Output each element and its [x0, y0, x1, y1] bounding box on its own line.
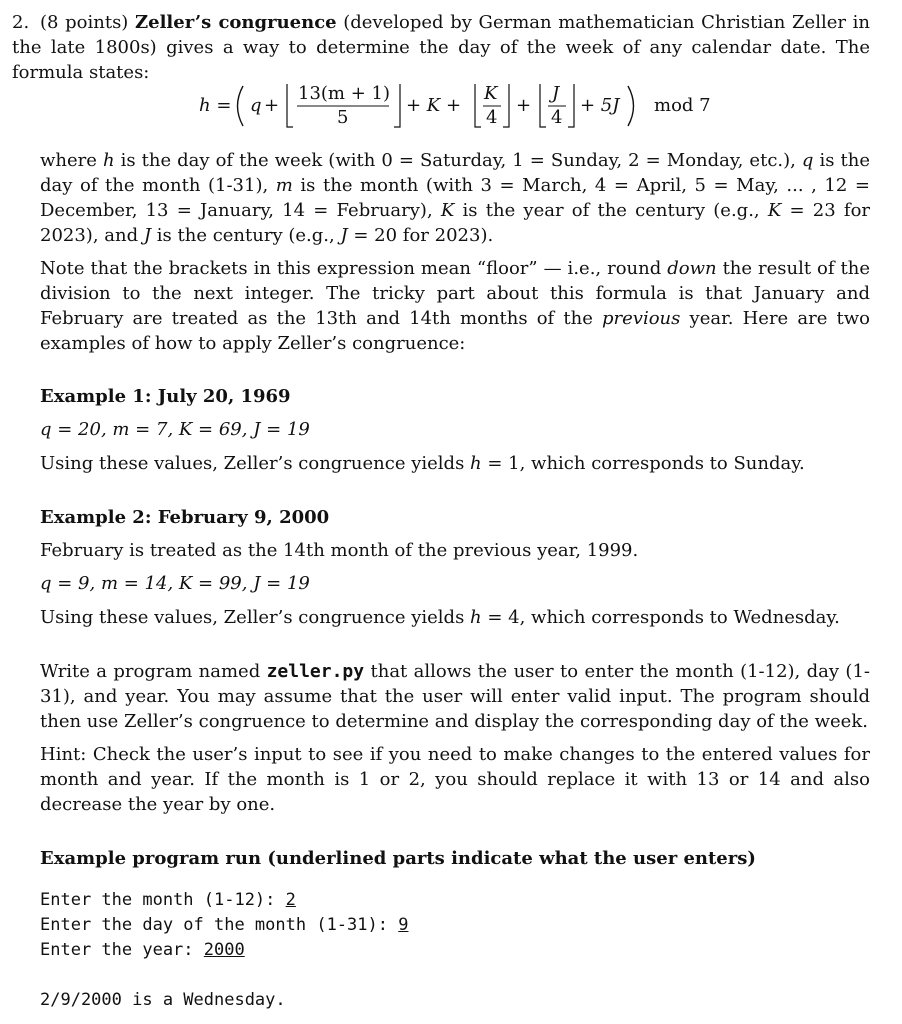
- problem-intro-text: (developed by German mathematician Christian Zeller in the late 1800s) gives a way to determine the day of the week of any calendar date. The formula states:: [12, 12, 870, 83]
- formula-plus-2: +: [516, 95, 532, 116]
- example2-values: q = 9, m = 14, K = 99, J = 19: [40, 573, 310, 594]
- task-text-1: Write a program named: [40, 661, 267, 682]
- example2-result-text-a: Using these values, Zeller’s congruence yields: [40, 607, 471, 628]
- example-run-heading: Example program run (underlined parts indicate what the user enters): [40, 848, 756, 869]
- note-text-1: Note that the brackets in this expression mean “floor” — i.e., round: [40, 258, 668, 279]
- floor-right-3: [568, 84, 574, 127]
- var-q: q: [801, 150, 814, 171]
- var-j-example: J: [340, 225, 348, 246]
- problem-intro: [12, 10, 870, 85]
- frac3-numerator: J: [552, 83, 560, 104]
- example-run-output: 2/9/2000 is a Wednesday.: [40, 990, 286, 1010]
- problem-number: 2.: [12, 12, 30, 33]
- variable-definitions: [40, 148, 870, 248]
- var-k: K: [440, 200, 455, 221]
- example1-heading: Example 1: July 20, 1969: [40, 386, 291, 407]
- where-text-5: is the year of the century (e.g.,: [454, 200, 768, 221]
- example2-line1: February is treated as the 14th month of the previous year, 1999.: [40, 540, 639, 561]
- formula-plus-1: +: [264, 95, 280, 116]
- task-filename: zeller.py: [266, 661, 365, 682]
- prompt-month: Enter the month (1-12):: [40, 890, 286, 910]
- example2-result-text-b: = 4, which corresponds to Wednesday.: [481, 607, 840, 628]
- example1-result: [40, 451, 870, 476]
- floor-left-1: [287, 84, 293, 127]
- formula-mod: mod 7: [654, 95, 711, 116]
- input-day: 9: [398, 915, 409, 935]
- example1-result-text-b: = 1, which corresponds to Sunday.: [481, 453, 805, 474]
- example-run-line-1: [40, 888, 296, 913]
- where-text-2: is the day of the week (with 0 = Saturday, 1 = Sunday, 2 = Monday, etc.),: [114, 150, 802, 171]
- problem-points: (8 points): [40, 12, 129, 33]
- floor-right-2: [503, 84, 509, 127]
- var-h: h: [102, 150, 115, 171]
- example-run-line-2: [40, 913, 408, 938]
- where-text-3: is the day of the month (1-31),: [40, 150, 870, 196]
- task-text-2: that allows the user to enter the month (1-12), day (1-31), and year. You may assume that the user will enter valid input. The program should then use Zeller’s congruence to determine and display the corresponding day of the week.: [40, 661, 870, 732]
- example1-var-h: h: [470, 453, 482, 474]
- var-j: J: [143, 225, 152, 246]
- zeller-formula: [0, 80, 902, 132]
- where-text-1: where: [40, 150, 103, 171]
- note-text-2: the result of the division to the next integer. The tricky part about this formula is that January and February are treated as the 13th and 14th months of the: [40, 258, 871, 329]
- where-text-7: is the century (e.g.,: [151, 225, 341, 246]
- example1-values: q = 20, m = 7, K = 69, J = 19: [40, 419, 310, 440]
- floor-right-1: [394, 84, 400, 127]
- floor-note: [40, 256, 870, 356]
- note-emphasis-previous: previous: [602, 308, 681, 329]
- formula-left-paren: [238, 86, 244, 126]
- task-description: [40, 659, 870, 734]
- frac2-numerator: K: [484, 83, 498, 104]
- frac1-numerator: 13(m + 1): [298, 83, 390, 104]
- formula-lhs: h =: [199, 95, 232, 116]
- note-emphasis-down: down: [667, 258, 717, 279]
- prompt-year: Enter the year:: [40, 940, 204, 960]
- note-text-3: year. Here are two examples of how to apply Zeller’s congruence:: [40, 308, 870, 354]
- example1-result-text-a: Using these values, Zeller’s congruence yields: [40, 453, 471, 474]
- formula-right-paren: [628, 86, 634, 126]
- example2-result: [40, 605, 870, 630]
- example-run-line-3: [40, 938, 245, 963]
- input-year: 2000: [203, 940, 245, 960]
- var-k-example: K: [767, 200, 782, 221]
- problem-title: Zeller’s congruence: [134, 12, 337, 33]
- where-text-6: = 23 for 2023), and: [40, 200, 871, 246]
- floor-left-3: [540, 84, 546, 127]
- formula-q: q: [250, 95, 262, 116]
- formula-plus-k: + K +: [406, 95, 462, 116]
- frac2-denominator: 4: [486, 107, 498, 128]
- var-m: m: [275, 175, 293, 196]
- frac1-denominator: 5: [337, 107, 349, 128]
- floor-left-2: [475, 84, 481, 127]
- example2-var-h: h: [470, 607, 482, 628]
- prompt-day: Enter the day of the month (1-31):: [40, 915, 399, 935]
- example2-heading: Example 2: February 9, 2000: [40, 507, 330, 528]
- where-text-8: = 20 for 2023).: [347, 225, 494, 246]
- where-text-4: is the month (with 3 = March, 4 = April, 5 = May, ... , 12 = December, 13 = January, 14 = February),: [40, 175, 870, 221]
- hint-text: Hint: Check the user’s input to see if you need to make changes to the entered values for month and year. If the month is 1 or 2, you should replace it with 13 or 14 and also decrease the year by one.: [40, 744, 870, 815]
- formula-plus-5j: + 5J: [580, 95, 620, 116]
- input-month: 2: [285, 890, 296, 910]
- frac3-denominator: 4: [551, 107, 563, 128]
